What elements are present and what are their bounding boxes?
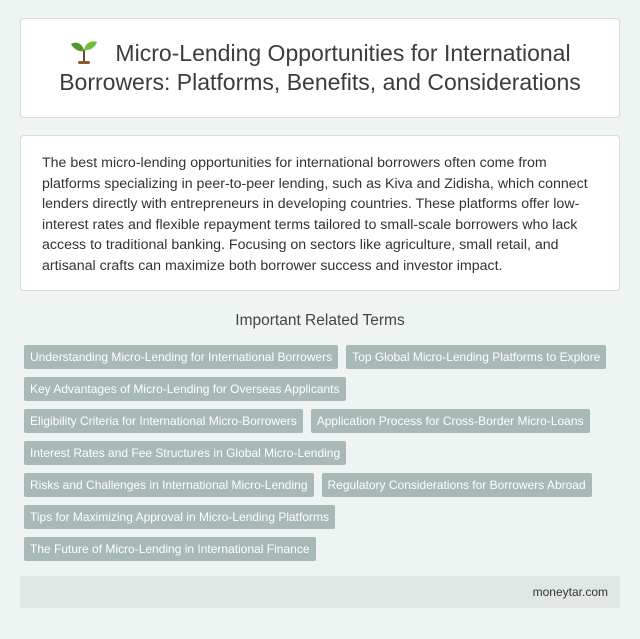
related-term-tag[interactable]: Key Advantages of Micro-Lending for Overseas Applicants [24, 377, 346, 401]
related-term-tag[interactable]: Application Process for Cross-Border Micro-Loans [311, 409, 590, 433]
related-term-tag[interactable]: Risks and Challenges in International Micro-Lending [24, 473, 314, 497]
tag-row [24, 409, 624, 433]
footer [20, 576, 620, 608]
tag-row [24, 505, 624, 529]
tag-row [24, 377, 624, 401]
related-term-tag[interactable]: Interest Rates and Fee Structures in Global Micro-Lending [24, 441, 346, 465]
related-term-tag[interactable]: Regulatory Considerations for Borrowers Abroad [322, 473, 592, 497]
related-term-tag[interactable]: Tips for Maximizing Approval in Micro-Lending Platforms [24, 505, 335, 529]
title-card [20, 18, 620, 118]
tag-row [24, 345, 624, 369]
site-link[interactable]: moneytar.com [532, 585, 608, 599]
related-terms-heading: Important Related Terms [235, 312, 405, 329]
tag-row [24, 473, 624, 497]
page-title [41, 39, 599, 97]
article-paragraph: The best micro-lending opportunities for international borrowers often come from platforms specializing in peer-to-peer lending, such as Kiva and Zidisha, which connect lenders directly with entrepreneurs in developing countries. These platforms offer low-interest rates and flexible repayment terms tailored to small-scale borrowers who lack access to traditional banking. Focusing on sectors like agriculture, small retail, and artisanal crafts can maximize both borrower success and investor impact. [42, 155, 588, 274]
sprout-icon [69, 39, 99, 65]
related-term-tag[interactable]: The Future of Micro-Lending in International Finance [24, 537, 316, 561]
tag-row [24, 537, 624, 561]
related-term-tag[interactable]: Understanding Micro-Lending for International Borrowers [24, 345, 338, 369]
tag-row [24, 441, 624, 465]
related-terms-list [24, 345, 624, 569]
article-card [20, 135, 620, 291]
page-title-text: Micro-Lending Opportunities for International Borrowers: Platforms, Benefits, and Considerations [59, 40, 581, 95]
related-term-tag[interactable]: Eligibility Criteria for International Micro-Borrowers [24, 409, 303, 433]
related-term-tag[interactable]: Top Global Micro-Lending Platforms to Explore [346, 345, 606, 369]
